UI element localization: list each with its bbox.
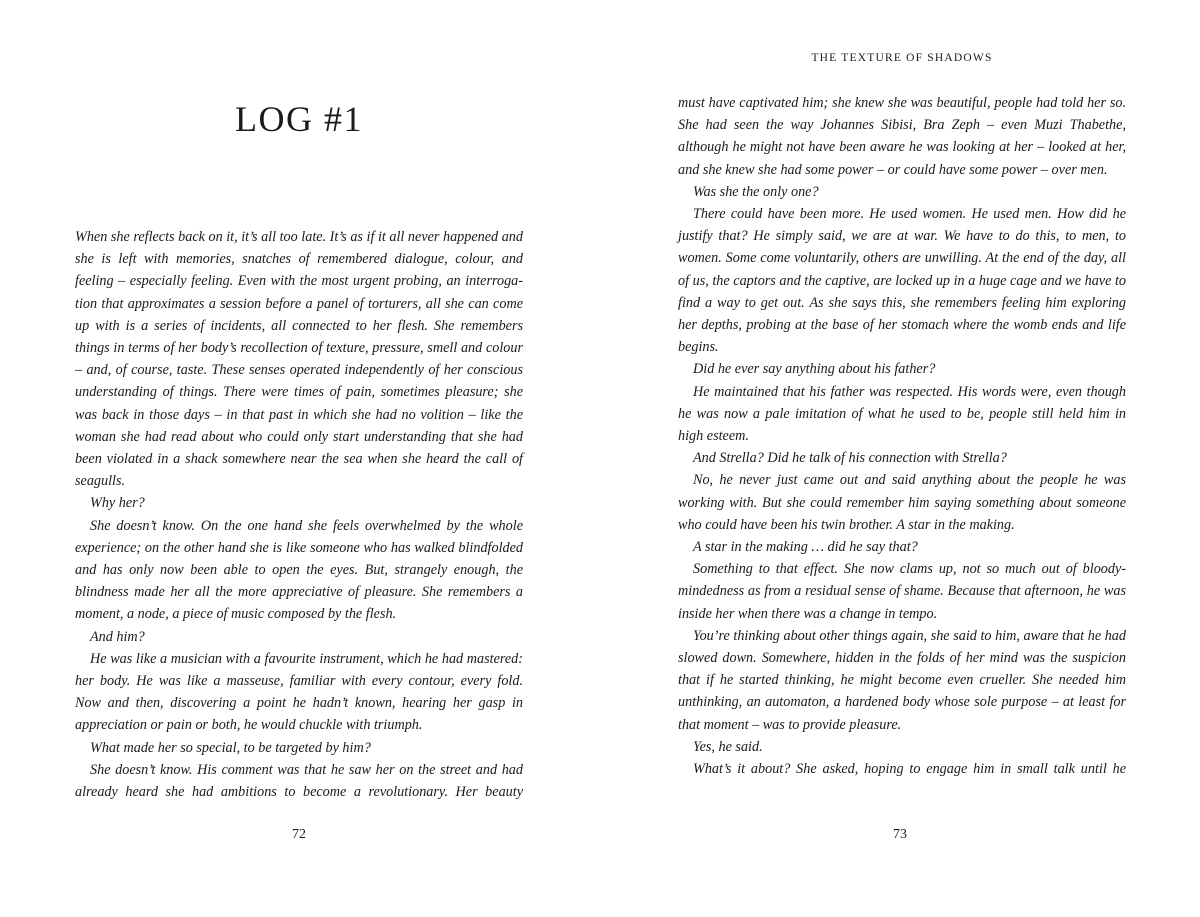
- paragraph: And him?: [90, 628, 145, 645]
- paragraph: Why her?: [90, 495, 145, 512]
- paragraph: A star in the making … did he say that?: [693, 539, 918, 556]
- page-number: 72: [292, 827, 306, 842]
- paragraph: What made her so special, to be targeted by him?: [90, 739, 371, 756]
- chapter-title: LOG #1: [235, 99, 363, 139]
- paragraph: Was she the only one?: [693, 183, 819, 200]
- paragraph: He maintained that his father was respected. His words were, even though he was now a pale imitation of what he used to be, people still held him in high esteem.: [678, 383, 1126, 445]
- paragraph: There could have been more. He used women. He used men. How did he justify that? He simply said, we are at war. We have to do this, to men, to women. Some come voluntarily, others are unwilling. At the end of the day, all of us, the captors and the captive, are locked up in a huge cage and we have to find a way to get out. As she says this, she remembers feeling him exploring her depths, probing at the base of her stomach where the womb ends and life begins.: [678, 206, 1126, 356]
- running-head: THE TEXTURE OF SHADOWS: [811, 52, 993, 64]
- paragraph: Yes, he said.: [693, 738, 763, 755]
- right-page: [600, 0, 1200, 917]
- paragraph: must have captivated him; she knew she was beautiful, people had told her so. She had seen the way Johannes Sibisi, Bra Zeph – even Muzi Thabethe, although he might not have been aware he was looking at her – looked at her, and she knew she had some power – or could have some power – over men.: [678, 95, 1126, 178]
- paragraph: She doesn’t know. On the one hand she feels overwhelmed by the whole experience; on the other hand she is like someone who has walked blindfolded and has only now been able to open the eyes. But, strangely enough, the blindness made her all the more appreciative of pleasure. She remembers a moment, a node, a piece of music composed by the flesh.: [75, 517, 523, 623]
- right-page-body: [678, 92, 1126, 780]
- paragraph: No, he never just came out and said anything about the people he was working with. But she could remember him saying something about someone who could have been his twin brother. A star in the making.: [678, 472, 1126, 533]
- paragraph: And Strella? Did he talk of his connection with Strella?: [693, 450, 1007, 467]
- left-page-body: [75, 226, 523, 803]
- paragraph: When she reflects back on it, it’s all too late. It’s as if it all never happened and she is left with memories, snatches of remembered dialogue, colour, and feeling – especially feeling. Even with the most urgent probing, an interrogation that approximates a session before a panel of torturers, all she can come up with is a series of incidents, all connected to her flesh. She remembers things in terms of her body’s recollection of texture, pressure, smell and colour – and, of course, taste. These senses operated independently of her conscious understanding of things. There were times of pain, sometimes pleasure; she was back in those days – in that past in which she had no volition – like the woman she had read about who could only start understanding that she had been violated in a shack somewhere near the sea when she heard the call of seagulls.: [75, 229, 523, 490]
- paragraph: He was like a musician with a favourite instrument, which he had mastered: her body. He was like a masseuse, familiar with every contour, every fold. Now and then, discovering a point he hadn’t known, hearing her gasp in appreciation or pain or both, he would chuckle with triumph.: [75, 650, 523, 734]
- paragraph: Did he ever say anything about his father?: [693, 361, 936, 378]
- paragraph: She doesn’t know. His comment was that he saw her on the street and had already heard she had ambitions to become a revolutionary. Her beauty: [75, 761, 523, 801]
- paragraph: What’s it about? She asked, hoping to engage him in small talk until he: [693, 761, 1126, 778]
- page-number: 73: [893, 827, 907, 842]
- paragraph: You’re thinking about other things again, she said to him, aware that he had slowed down. Somewhere, hidden in the folds of her mind was the suspicion that if he started thinking, he might become even crueller. She needed him unthinking, an automaton, a hardened body whose sole purpose – at least for that moment – was to provide pleasure.: [678, 627, 1126, 733]
- paragraph: Something to that effect. She now clams up, not so much out of bloody-mindedness as from a residual sense of shame. Because that afternoon, he was inside her when there was a change in tempo.: [678, 561, 1126, 622]
